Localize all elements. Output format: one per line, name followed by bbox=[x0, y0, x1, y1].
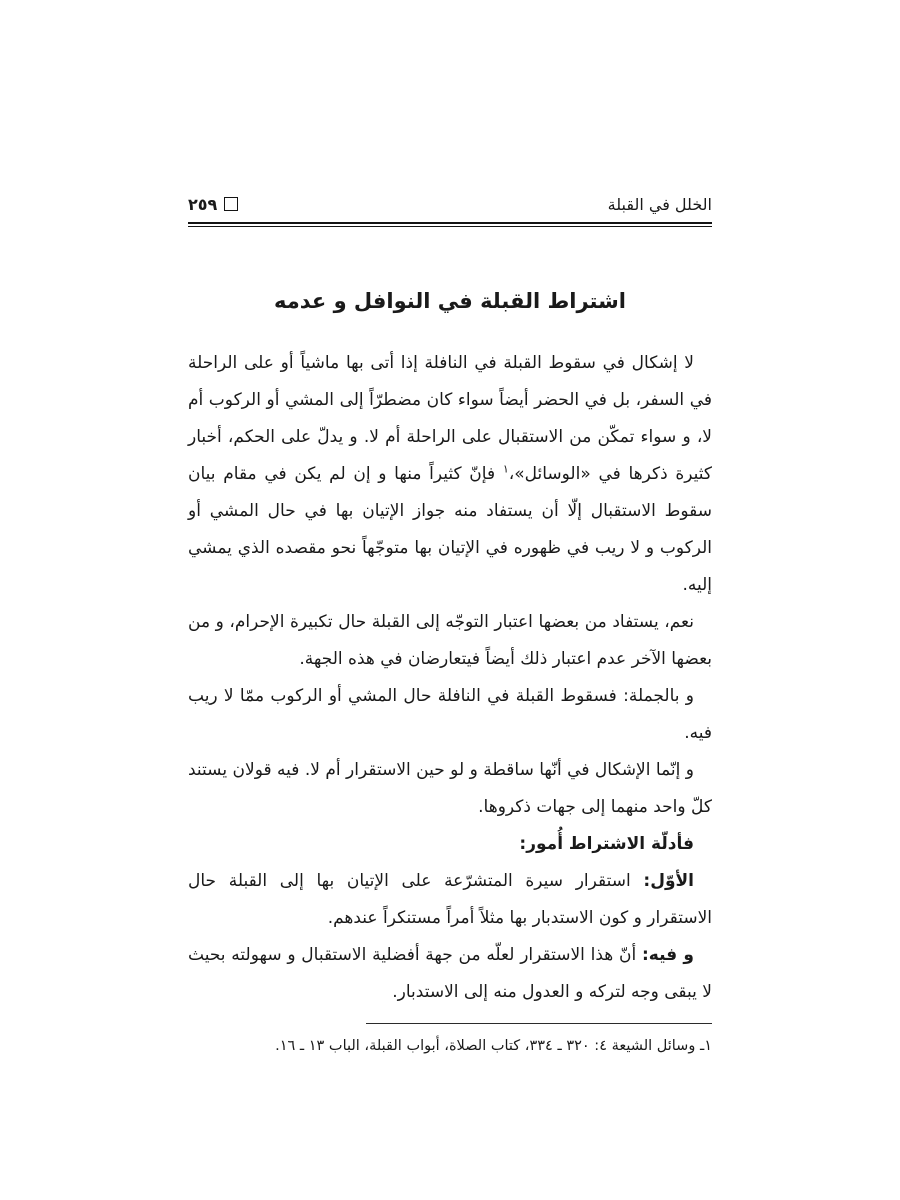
footnote bbox=[188, 1034, 712, 1058]
text-block bbox=[188, 0, 712, 1058]
paragraph bbox=[188, 345, 712, 604]
section-title: اشتراط القبلة في النوافل و عدمه bbox=[274, 289, 626, 313]
paragraph-lead-word: الأوّل: bbox=[643, 871, 694, 891]
running-header bbox=[188, 192, 712, 216]
footnote-reference-superscript: ١ bbox=[502, 462, 509, 476]
paragraph-text: أنّ هذا الاستقرار لعلّه من جهة أفضلية الاستقبال و سهولته بحيث لا يبقى وجه لتركه و العدول منه إلى الاستدبار. bbox=[188, 945, 712, 1002]
running-head-title: الخلل في القبلة bbox=[607, 194, 712, 214]
page-number: ٢٥٩ bbox=[188, 194, 218, 214]
paragraph-heading: فأدلّة الاشتراط أُمور: bbox=[519, 834, 694, 854]
paragraph bbox=[188, 937, 712, 1011]
paragraph-text: فإنّ كثيراً منها و إن لم يكن في مقام بيان سقوط الاستقبال إلّا أن يستفاد منه جواز الإتيان بها في حال المشي أو الركوب و لا ريب في ظهوره في الإتيان بها متوجّهاً نحو مقصده الذي يمشي إليه. bbox=[188, 464, 712, 595]
paragraph-lead-word: و فيه: bbox=[641, 945, 694, 965]
footnote-number: ١ـ bbox=[695, 1038, 712, 1054]
paragraph: نعم، يستفاد من بعضها اعتبار التوجّه إلى القبلة حال تكبيرة الإحرام، و من بعضها الآخر عدم اعتبار ذلك أيضاً فيتعارضان في هذه الجهة. bbox=[188, 612, 712, 669]
paragraph-text: استقرار سيرة المتشرّعة على الإتيان بها إلى القبلة حال الاستقرار و كون الاستدبار بها مثلاً أمراً مستنكراً عندهم. bbox=[188, 871, 712, 928]
body-text bbox=[188, 345, 712, 1011]
page-number-square-icon bbox=[224, 197, 238, 211]
paragraph: و إنّما الإشكال في أنّها ساقطة و لو حين الاستقرار أم لا. فيه قولان يستند كلّ واحد منهما إلى جهات ذكروها. bbox=[188, 760, 712, 817]
footnote-text: وسائل الشيعة ٤: ٣٢٠ ـ ٣٣٤، كتاب الصلاة، أبواب القبلة، الباب ١٣ ـ ١٦. bbox=[275, 1038, 696, 1054]
footnote-separator-rule bbox=[366, 1023, 712, 1024]
paragraph-text: لا إشكال في سقوط القبلة في النافلة إذا أتى بها ماشياً أو على الراحلة في السفر، بل في الحضر أيضاً سواء كان مضطرّاً إلى المشي أو الركوب أم لا، و سواء تمكّن من الاستقبال على الراحلة أم لا. و يدلّ على الحكم، أخبار كثيرة ذكرها في «الوسائل»، bbox=[188, 353, 712, 484]
page-number-group bbox=[188, 195, 238, 214]
header-double-rule bbox=[188, 222, 712, 227]
paragraph: و بالجملة: فسقوط القبلة في النافلة حال المشي أو الركوب ممّا لا ريب فيه. bbox=[188, 686, 712, 743]
paragraph bbox=[188, 863, 712, 937]
